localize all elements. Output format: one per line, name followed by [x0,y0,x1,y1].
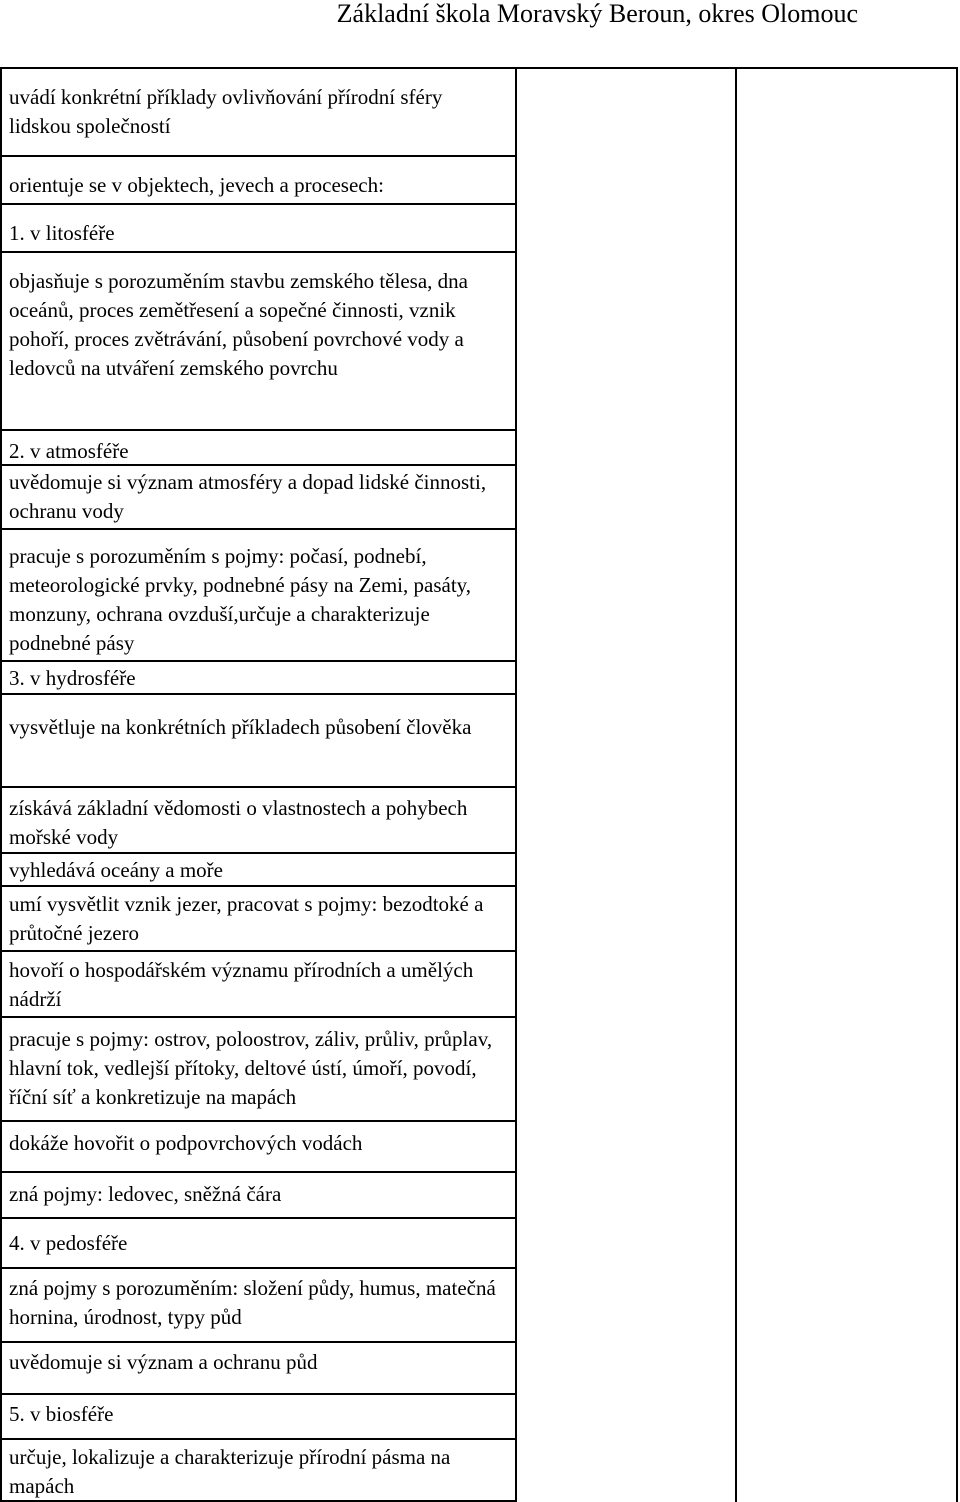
table-row: 2. v atmosféře [0,431,516,466]
table-row: uvádí konkrétní příklady ovlivňování přírodní sféry lidskou společností [0,69,516,157]
table-row: uvědomuje si význam a ochranu půd [0,1343,516,1395]
table-row: objasňuje s porozuměním stavbu zemského tělesa, dna oceánů, proces zemětřesení a sopečné činnosti, vznik pohoří, proces zvětrávání, působení povrchové vody a ledovců na utváření zemského povrchu [0,253,516,431]
table-row: 1. v litosféře [0,205,516,253]
table-right-border [956,67,958,1502]
table-row: získává základní vědomosti o vlastnostech a pohybech mořské vody [0,788,516,854]
table-row: 5. v biosféře [0,1395,516,1440]
page-header: Základní škola Moravský Beroun, okres Olomouc [336,0,858,28]
table-row: pracuje s pojmy: ostrov, poloostrov, záliv, průliv, průplav, hlavní tok, vedlejší přítoky, deltové ústí, úmoří, povodí, říční síť a konkretizuje na mapách [0,1018,516,1122]
table-row: zná pojmy s porozuměním: složení půdy, humus, matečná hornina, úrodnost, typy půd [0,1269,516,1343]
table-row: hovoří o hospodářském významu přírodních a umělých nádrží [0,952,516,1018]
table-row: 4. v pedosféře [0,1219,516,1269]
table-row: vysvětluje na konkrétních příkladech působení člověka [0,695,516,788]
table-row: orientuje se v objektech, jevech a procesech: [0,157,516,205]
table-row: uvědomuje si význam atmosféry a dopad lidské činnosti, ochranu vody [0,466,516,530]
table-row: dokáže hovořit o podpovrchových vodách [0,1122,516,1173]
table-row: vyhledává oceány a moře [0,854,516,887]
table-row: určuje, lokalizuje a charakterizuje přírodní pásma na mapách [0,1440,516,1502]
table-row: zná pojmy: ledovec, sněžná čára [0,1173,516,1219]
column-divider-2 [735,67,737,1502]
table-row: umí vysvětlit vznik jezer, pracovat s pojmy: bezodtoké a průtočné jezero [0,887,516,952]
outcomes-table [0,67,958,1502]
table-row: 3. v hydrosféře [0,662,516,695]
table-row: pracuje s porozuměním s pojmy: počasí, podnebí, meteorologické prvky, podnebné pásy na Zemi, pasáty, monzuny, ochrana ovzduší,určuje a charakterizuje podnebné pásy [0,530,516,662]
